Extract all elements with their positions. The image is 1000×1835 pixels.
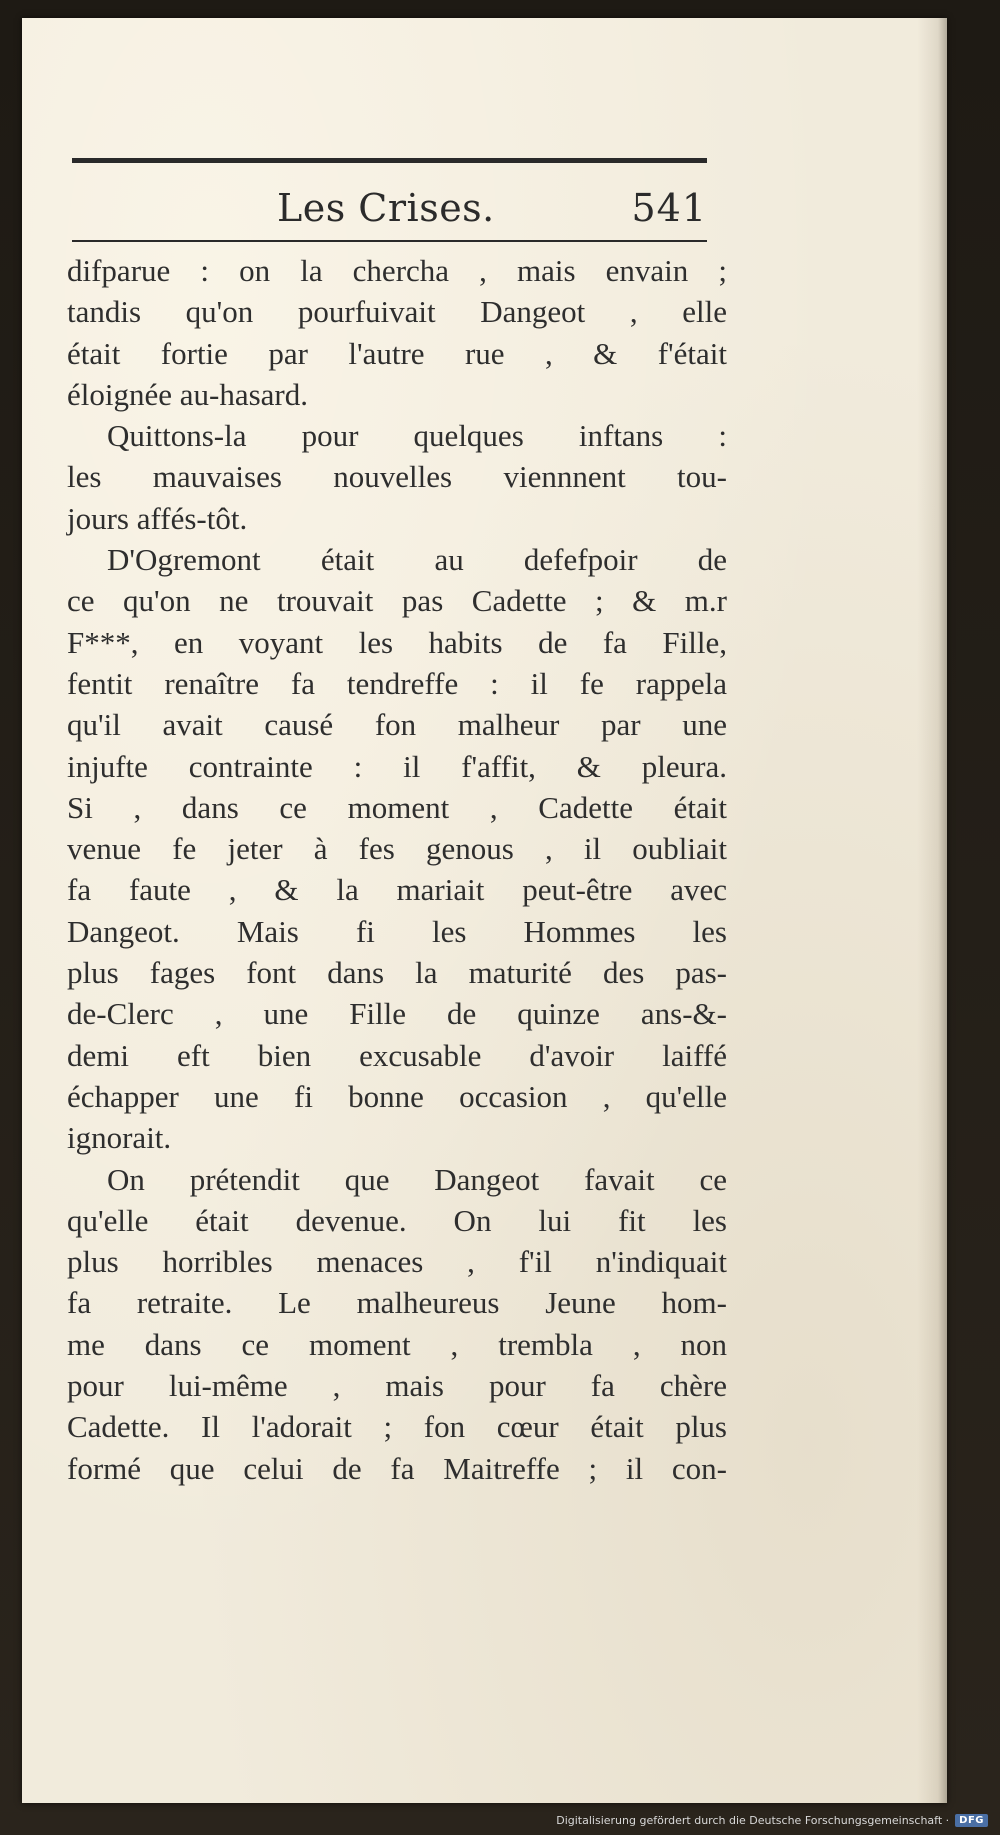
- text-line: tandis qu'on pourfuivait Dangeot , elle: [67, 294, 727, 330]
- text-line: Dangeot. Mais fi les Hommes les: [67, 913, 727, 949]
- text-line: difparue : on la chercha , mais envain ;: [67, 253, 727, 288]
- text-line: plus fages font dans la maturité des pas-: [67, 955, 727, 991]
- text-line: formé que celui de fa Maitreffe ; il con-: [67, 1450, 727, 1486]
- text-line: les mauvaises nouvelles viennnent tou-: [67, 459, 727, 495]
- digitization-credit: [556, 1814, 988, 1827]
- text-line: ignorait.: [67, 1120, 172, 1156]
- text-line: plus horribles menaces , f'il n'indiquait: [67, 1244, 727, 1280]
- text-line: ce qu'on ne trouvait pas Cadette ; & m.r: [67, 583, 727, 619]
- text-line: fa faute , & la mariait peut-être avec: [67, 872, 727, 908]
- text-line: Quittons-la pour quelques inftans :: [107, 418, 727, 454]
- text-line: fentit renaître fa tendreffe : il fe rappela: [67, 665, 727, 701]
- text-line: demi eft bien excusable d'avoir laiffé: [67, 1037, 727, 1073]
- text-line: On prétendit que Dangeot favait ce: [107, 1161, 727, 1197]
- body-text: [67, 250, 727, 1489]
- text-line: injufte contrainte : il f'affit, & pleura.: [67, 748, 727, 784]
- text-line: fa retraite. Le malheureus Jeune hom-: [67, 1285, 727, 1321]
- text-line: venue fe jeter à fes genous , il oubliait: [67, 831, 727, 867]
- text-line: qu'elle était devenue. On lui fit les: [67, 1202, 727, 1238]
- text-line: était fortie par l'autre rue , & f'était: [67, 335, 727, 371]
- page-edge-shadow: [917, 18, 947, 1803]
- text-line: me dans ce moment , trembla , non: [67, 1326, 727, 1362]
- text-line: pour lui-même , mais pour fa chère: [67, 1368, 727, 1404]
- running-title: Les Crises.: [277, 186, 495, 230]
- credit-text: Digitalisierung gefördert durch die Deutsche Forschungsgemeinschaft ·: [556, 1814, 950, 1827]
- book-page: [22, 18, 947, 1803]
- top-rule: [72, 158, 707, 163]
- text-line: qu'il avait causé fon malheur par une: [67, 707, 727, 743]
- page-number: 541: [631, 186, 707, 230]
- text-line: Cadette. Il l'adorait ; fon cœur était plus: [67, 1409, 727, 1445]
- page-header: [72, 168, 707, 238]
- text-line: Si , dans ce moment , Cadette était: [67, 789, 727, 825]
- text-line: éloignée au-hasard.: [67, 376, 308, 412]
- text-line: F***, en voyant les habits de fa Fille,: [67, 624, 727, 660]
- text-line: jours affés-tôt.: [67, 500, 248, 536]
- text-line: D'Ogremont était au defefpoir de: [107, 542, 727, 578]
- text-line: de-Clerc , une Fille de quinze ans-&-: [67, 996, 727, 1032]
- dfg-logo: DFG: [955, 1814, 988, 1827]
- header-rule: [72, 240, 707, 242]
- text-line: échapper une fi bonne occasion , qu'elle: [67, 1078, 727, 1114]
